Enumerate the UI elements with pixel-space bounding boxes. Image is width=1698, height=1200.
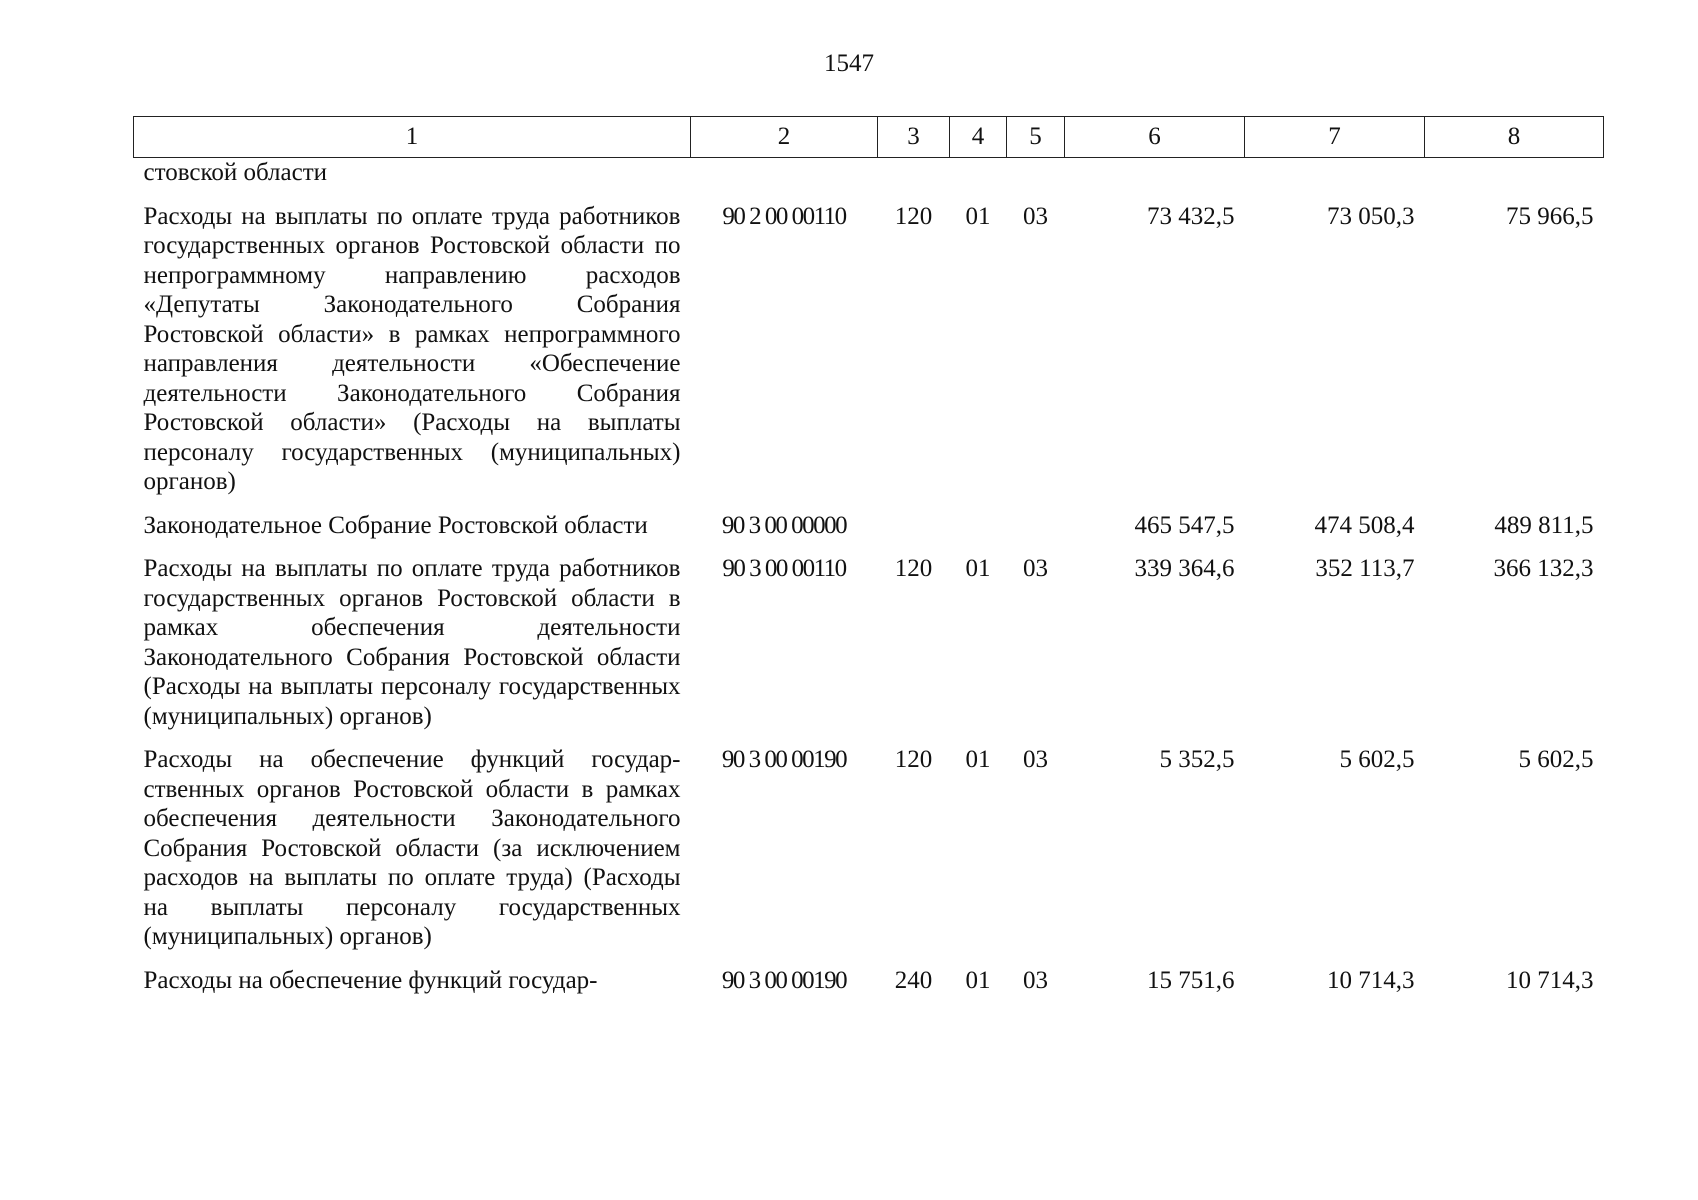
row-section xyxy=(950,158,1007,202)
row-subsection: 03 xyxy=(1023,202,1048,230)
row-amount-3: 366 132,3 xyxy=(1493,555,1594,582)
row-amount-1: 339 364,6 xyxy=(1134,555,1235,582)
row-description: стовской области xyxy=(143,159,328,186)
row-amount-3: 5 602,5 xyxy=(1518,746,1594,773)
table-row xyxy=(134,745,1604,966)
row-amount-1: 465 547,5 xyxy=(1134,511,1235,539)
table-row xyxy=(134,966,1604,996)
row-section: 01 xyxy=(965,966,991,994)
row-expense-type: 120 xyxy=(894,202,933,230)
row-description: Расходы на выплаты по оплате труда работников государственных органов Ростовской области по непрограммному направлению расходов «Депутаты Законодательного Собрания Ростовской области» в рамках непрограммного направления деятельности «Обеспечение деятельности Законодательного Собрания Ростовской области» (Расходы на выплаты персоналу государственных (муниципальных) органов) xyxy=(143,202,681,495)
header-col-1: 1 xyxy=(134,117,691,158)
row-amount-2: 352 113,7 xyxy=(1315,555,1415,582)
row-expense-type: 240 xyxy=(894,966,933,994)
table-row xyxy=(134,511,1604,555)
table-row xyxy=(134,554,1604,745)
row-subsection xyxy=(1007,511,1065,555)
header-row xyxy=(134,117,1604,158)
row-amount-1: 5 352,5 xyxy=(1159,746,1235,773)
row-expense-type xyxy=(878,511,950,555)
row-amount-3: 489 811,5 xyxy=(1494,511,1594,539)
row-amount-1: 15 751,6 xyxy=(1147,966,1235,994)
row-description: Расходы на обеспечение функций государственных органов Ростовской области в рамках обеспечения деятельности Законодательного Собрания Ростовской области (за исключением расходов на выплаты по оплате труда) (Расходы на выплаты персоналу государственных (муниципальных) органов) xyxy=(143,746,681,950)
row-section: 01 xyxy=(965,746,991,773)
row-description: Расходы на выплаты по оплате труда работников государственных органов Ростовской области в рамках обеспечения деятельности Законодательного Собрания Ростовской области (Расходы на выплаты персоналу государственных (муниципальных) органов) xyxy=(143,555,681,730)
row-description: Расходы на обеспечение функций государ- xyxy=(143,966,598,994)
page-number: 1547 xyxy=(824,50,874,77)
row-description: Законодательное Собрание Ростовской области xyxy=(143,511,648,539)
row-subsection: 03 xyxy=(1023,555,1048,582)
table-row xyxy=(134,158,1604,202)
row-amount-2: 10 714,3 xyxy=(1327,966,1415,994)
row-subsection: 03 xyxy=(1023,966,1048,994)
row-expense-type xyxy=(878,158,950,202)
row-amount-2: 474 508,4 xyxy=(1314,511,1415,539)
row-target-code: 90 3 00 00190 xyxy=(721,966,847,994)
row-expense-type: 120 xyxy=(894,555,933,582)
table-row xyxy=(134,202,1604,511)
row-section xyxy=(950,511,1007,555)
row-amount-3 xyxy=(1425,158,1604,202)
row-amount-1 xyxy=(1065,158,1245,202)
row-target-code: 90 3 00 00110 xyxy=(722,555,846,582)
row-target-code: 90 3 00 00190 xyxy=(721,746,847,773)
row-amount-2: 5 602,5 xyxy=(1339,746,1415,773)
budget-table xyxy=(133,116,1604,995)
table-header xyxy=(134,117,1604,158)
row-expense-type: 120 xyxy=(894,746,933,773)
header-col-6: 6 xyxy=(1065,117,1245,158)
row-target-code: 90 2 00 00110 xyxy=(722,202,846,230)
row-subsection xyxy=(1007,158,1065,202)
header-col-7: 7 xyxy=(1245,117,1425,158)
row-target-code xyxy=(691,158,878,202)
row-amount-3: 10 714,3 xyxy=(1506,966,1594,994)
header-col-4: 4 xyxy=(950,117,1007,158)
row-section: 01 xyxy=(965,202,991,230)
header-col-5: 5 xyxy=(1007,117,1065,158)
row-section: 01 xyxy=(965,555,991,582)
header-col-8: 8 xyxy=(1425,117,1604,158)
row-amount-1: 73 432,5 xyxy=(1147,202,1235,230)
header-col-3: 3 xyxy=(878,117,950,158)
row-amount-2: 73 050,3 xyxy=(1327,202,1415,230)
row-amount-2 xyxy=(1245,158,1425,202)
header-col-2: 2 xyxy=(691,117,878,158)
row-amount-3: 75 966,5 xyxy=(1506,202,1594,230)
row-subsection: 03 xyxy=(1023,746,1048,773)
row-target-code: 90 3 00 00000 xyxy=(721,511,847,539)
table-body xyxy=(134,158,1604,996)
